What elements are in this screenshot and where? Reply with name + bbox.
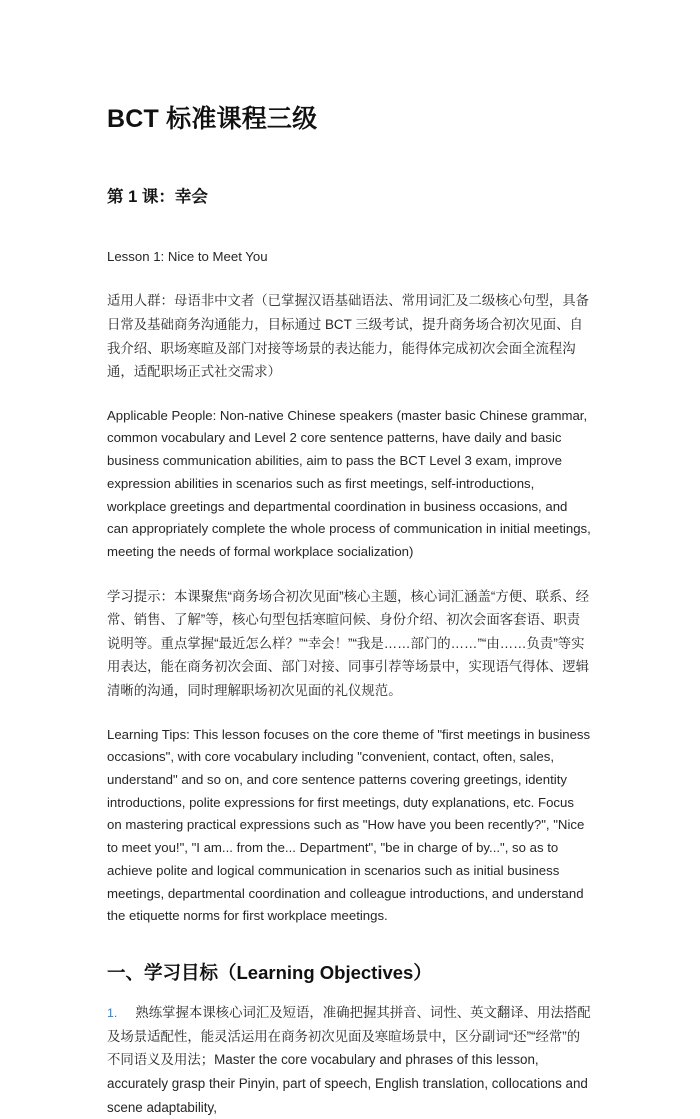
list-item-text: 熟练掌握本课核心词汇及短语，准确把握其拼音、词性、英文翻译、用法搭配及场景适配性，能灵活运用在商务初次见面及寒暄场景中，区分副词“还”“经常”的不同语义及用法；Master the core vocabulary and phrases of this lesson, accurately grasp their Pinyin, part of speech, English translation, collocations and scene adaptability, [107,1005,591,1115]
page-title: BCT 标准课程三级 [107,105,318,133]
list-item-marker: 1. [107,1006,118,1021]
section-heading-learning-objectives: 一、学习目标（Learning Objectives） [107,961,432,983]
applicable-people-english: Applicable People: Non-native Chinese speakers (master basic Chinese grammar, common vocabulary and Level 2 core sentence patterns, have daily and basic business communication abilities, aim to pass the BCT Level 3 exam, improve expression abilities in scenarios such as first meetings, self-introductions, workplace greetings and departmental coordination in business occasions, and can appropriately complete the whole process of communication in initial meetings, meeting the needs of formal workplace socialization) [107,407,591,559]
learning-objectives-list [107,1001,592,1119]
lesson-subtitle: Lesson 1: Nice to Meet You [107,248,268,264]
lesson-heading: 第 1 课：幸会 [107,188,208,207]
learning-tips-chinese: 学习提示：本课聚焦“商务场合初次见面”核心主题，核心词汇涵盖“方便、联系、经常、销售、了解”等，核心句型包括寒暄问候、身份介绍、初次会面客套语、职责说明等。重点掌握“最近怎么样？”“幸会！”“我是……部门的……”“由……负责”等实用表达，能在商务初次会面、部门对接、同事引荐等场景中，实现语气得体、逻辑清晰的沟通，同时理解职场初次见面的礼仪规范。 [107,588,590,699]
list-item [107,1001,592,1119]
applicable-people-chinese: 适用人群：母语非中文者（已掌握汉语基础语法、常用词汇及二级核心句型，具备日常及基础商务沟通能力，目标通过 BCT 三级考试，提升商务场合初次见面、自我介绍、职场寒暄及部门对接等场景的表达能力，能得体完成初次会面全流程沟通，适配职场正式社交需求） [107,293,590,380]
learning-tips-english: Learning Tips: This lesson focuses on the core theme of "first meetings in business occasions", with core vocabulary including "convenient, contact, often, sales, understand" and so on, and core sentence patterns covering greetings, identity introductions, polite expressions for first meetings, duty explanations, etc. Focus on mastering practical expressions such as "How have you been recently?", "Nice to meet you!", "I am... from the... Department", "be in charge of by...", so as to achieve polite and logical communication in scenarios such as initial business meetings, departmental coordination and colleague introductions, and understand the etiquette norms for first workplace meetings. [107,726,591,924]
